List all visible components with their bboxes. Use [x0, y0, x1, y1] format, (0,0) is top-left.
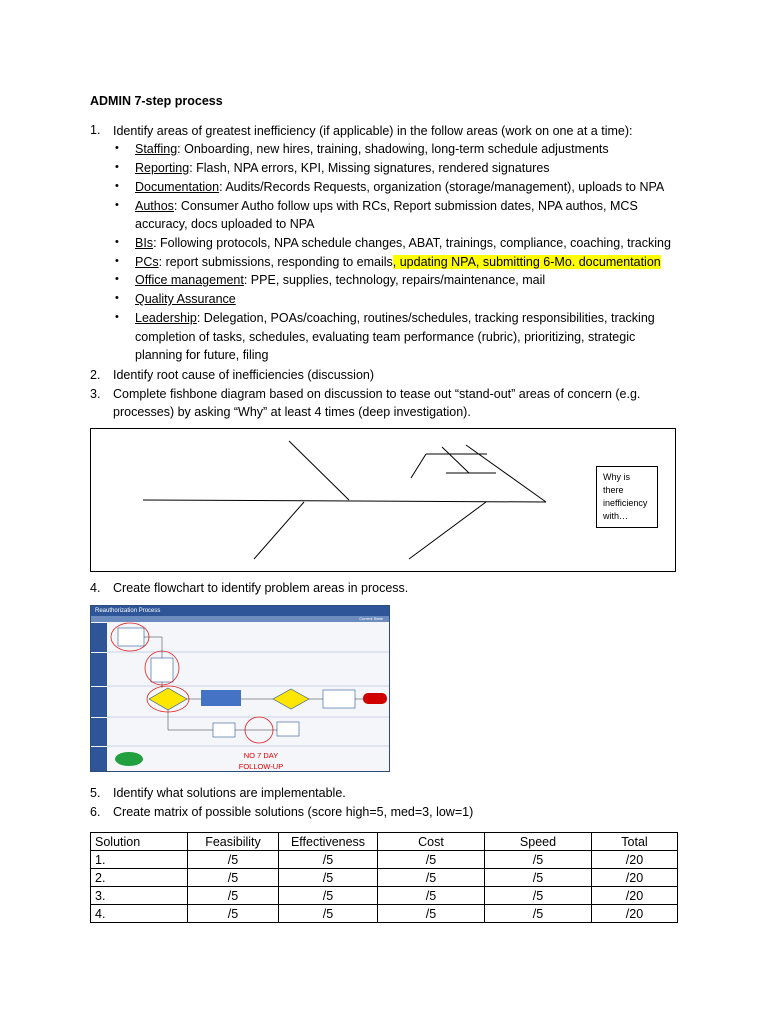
fishbone-sub-bone — [411, 454, 426, 478]
bullet-glyph: • — [115, 273, 119, 285]
bullet-glyph: • — [115, 161, 119, 173]
flowchart-shapes — [91, 606, 390, 772]
bullet-documentation — [135, 178, 664, 196]
highlighted-text: , updating NPA, submitting 6-Mo. documentation — [392, 255, 661, 269]
step-3-text-continued: processes) by asking “Why” at least 4 times (deep investigation). — [113, 405, 471, 419]
bullet-leadership — [135, 309, 655, 327]
table-cell: /20 — [592, 851, 678, 869]
bullet-authos — [135, 197, 638, 215]
table-cell: /5 — [188, 905, 279, 923]
flowchart-subtitle: Current State — [91, 616, 389, 622]
table-header-cell: Solution — [91, 833, 188, 851]
bullet-leadership-continued: completion of tasks, schedules, evaluating team performance (rubric), prioritizing, strategic — [135, 330, 636, 344]
table-row — [91, 851, 678, 869]
bullet-bis — [135, 234, 671, 252]
bullet-rest: : Audits/Records Requests, organization (storage/management), uploads to NPA — [219, 180, 665, 194]
bullet-term: PCs — [135, 255, 159, 269]
bullet-rest: : PPE, supplies, technology, repairs/maintenance, mail — [243, 273, 546, 287]
table-cell: 4. — [91, 905, 188, 923]
table-cell: /5 — [279, 905, 378, 923]
table-row — [91, 869, 678, 887]
bullet-rest: : Consumer Autho follow ups with RCs, Report submission dates, NPA authos, MCS — [173, 199, 638, 213]
bullet-glyph: • — [115, 255, 119, 267]
step-6-number: 6. — [90, 805, 101, 819]
bullet-term: Office management — [135, 273, 244, 287]
table-cell: /5 — [188, 869, 279, 887]
bullet-term: Authos — [135, 199, 174, 213]
table-cell: /5 — [188, 887, 279, 905]
bullet-rest: : Flash, NPA errors, KPI, Missing signatures, rendered signatures — [189, 161, 550, 175]
step-4-number: 4. — [90, 581, 101, 595]
table-cell: /5 — [378, 869, 485, 887]
table-header-cell: Effectiveness — [279, 833, 378, 851]
bullet-rest: : Following protocols, NPA schedule changes, ABAT, trainings, compliance, coaching, tracking — [153, 236, 671, 250]
fishbone-head-box: Why is there inefficiency with… — [596, 466, 658, 528]
table-header-row — [91, 833, 678, 851]
table-cell: /5 — [279, 851, 378, 869]
table-cell: 3. — [91, 887, 188, 905]
bullet-quality-assurance — [135, 290, 236, 308]
bullet-rest: : report submissions, responding to emails — [158, 255, 393, 269]
fishbone-diagram — [90, 428, 676, 572]
bullet-glyph: • — [115, 236, 119, 248]
table-row — [91, 905, 678, 923]
table-cell: /20 — [592, 887, 678, 905]
bullet-office-management — [135, 271, 545, 289]
fishbone-lines — [91, 429, 677, 573]
table-cell: /5 — [485, 887, 592, 905]
table-cell: /20 — [592, 869, 678, 887]
step-3-number: 3. — [90, 387, 101, 401]
table-cell: /5 — [279, 887, 378, 905]
table-cell: /5 — [378, 851, 485, 869]
table-cell: /5 — [378, 905, 485, 923]
table-cell: /5 — [378, 887, 485, 905]
table-header-cell: Cost — [378, 833, 485, 851]
table-cell: 2. — [91, 869, 188, 887]
step-3-text: Complete fishbone diagram based on discussion to tease out “stand-out” areas of concern (e.g. — [113, 387, 641, 401]
fishbone-bone — [409, 502, 486, 559]
bullet-term: Documentation — [135, 180, 220, 194]
bullet-pcs — [135, 253, 661, 271]
table-row — [91, 887, 678, 905]
bullet-glyph: • — [115, 142, 119, 154]
bullet-term: BIs — [135, 236, 154, 250]
fishbone-bone — [289, 441, 349, 500]
table-cell: 1. — [91, 851, 188, 869]
bullet-reporting — [135, 159, 550, 177]
fishbone-spine — [143, 500, 546, 502]
bullet-rest: : Delegation, POAs/coaching, routines/schedules, tracking responsibilities, tracking — [196, 311, 655, 325]
bullet-authos-continued: accuracy, docs uploaded to NPA — [135, 217, 315, 231]
table-header-cell: Feasibility — [188, 833, 279, 851]
step-5-number: 5. — [90, 786, 101, 800]
step-5-text: Identify what solutions are implementable. — [113, 786, 346, 800]
step-4-text: Create flowchart to identify problem areas in process. — [113, 581, 409, 595]
fishbone-bone — [254, 502, 304, 559]
table-cell: /20 — [592, 905, 678, 923]
table-cell: /5 — [485, 851, 592, 869]
solutions-matrix — [90, 832, 678, 923]
bullet-glyph: • — [115, 292, 119, 304]
table-header-cell: Speed — [485, 833, 592, 851]
bullet-term: Quality Assurance — [135, 292, 236, 306]
flowchart-note-text: NO 7 DAY FOLLOW-UP — [238, 751, 284, 771]
step-2-number: 2. — [90, 368, 101, 382]
bullet-term: Leadership — [135, 311, 197, 325]
bullet-term: Reporting — [135, 161, 190, 175]
bullet-glyph: • — [115, 199, 119, 211]
step-1-text: Identify areas of greatest inefficiency (if applicable) in the follow areas (work on one at a time): — [113, 124, 633, 138]
flowchart-image — [90, 605, 390, 772]
fishbone-sub-bone — [442, 447, 469, 473]
bullet-leadership-continued-2: planning for future, filing — [135, 348, 269, 362]
step-6-text: Create matrix of possible solutions (score high=5, med=3, low=1) — [113, 805, 474, 819]
bullet-staffing — [135, 140, 609, 158]
bullet-glyph: • — [115, 311, 119, 323]
flowchart-note — [238, 750, 284, 772]
bullet-rest: : Onboarding, new hires, training, shadowing, long-term schedule adjustments — [177, 142, 609, 156]
table-cell: /5 — [279, 869, 378, 887]
table-header-cell: Total — [592, 833, 678, 851]
table-cell: /5 — [485, 869, 592, 887]
table-cell: /5 — [485, 905, 592, 923]
bullet-glyph: • — [115, 180, 119, 192]
document-title: ADMIN 7-step process — [90, 94, 223, 108]
bullet-term: Staffing — [135, 142, 178, 156]
step-1-number: 1. — [90, 123, 101, 137]
flowchart-title: Reauthorization Process — [91, 606, 389, 616]
step-2-text: Identify root cause of inefficiencies (discussion) — [113, 368, 375, 382]
table-cell: /5 — [188, 851, 279, 869]
